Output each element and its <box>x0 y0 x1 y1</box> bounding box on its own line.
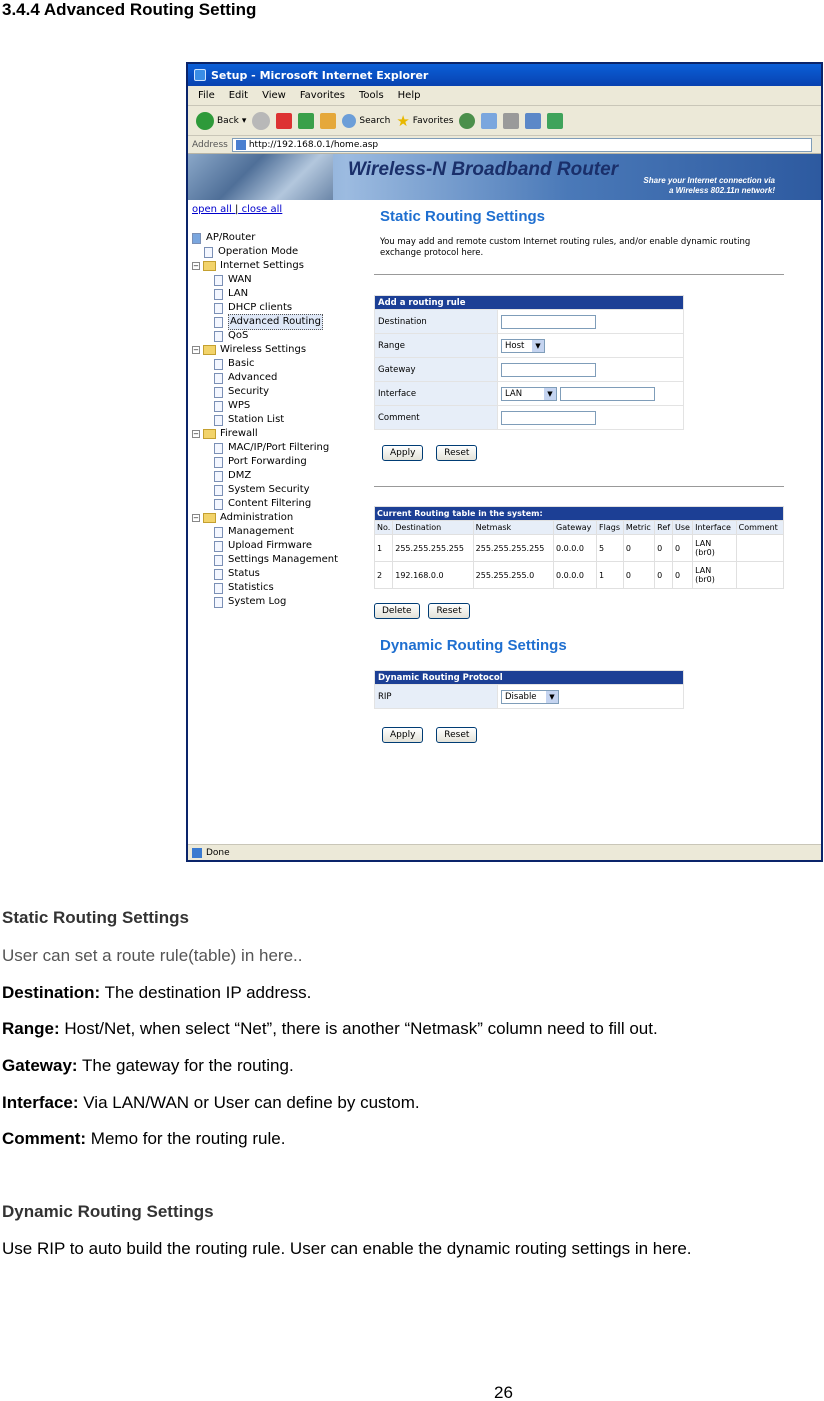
collapse-icon: − <box>193 346 199 354</box>
cell-flags: 1 <box>597 562 624 589</box>
col-comment: Comment <box>736 521 783 535</box>
doc-gateway-label: Gateway: <box>2 1056 78 1075</box>
col-flags: Flags <box>597 521 624 535</box>
dynamic-apply-button[interactable]: Apply <box>382 727 423 743</box>
tree-label: Basic <box>228 358 255 369</box>
window-title: Setup - Microsoft Internet Explorer <box>211 68 429 82</box>
address-label: Address <box>192 139 228 150</box>
ie-icon <box>194 69 206 81</box>
doc-comment-line <box>2 1129 285 1149</box>
cell-ref: 0 <box>655 562 673 589</box>
document-icon <box>214 541 223 552</box>
collapse-icon: − <box>193 430 199 438</box>
menu-help[interactable]: Help <box>397 90 421 101</box>
document-icon <box>214 415 223 426</box>
tree-label: DHCP clients <box>228 302 293 313</box>
forward-icon[interactable] <box>252 112 270 130</box>
address-url: http://192.168.0.1/home.asp <box>248 139 379 150</box>
range-cell <box>498 334 684 358</box>
close-all-link[interactable]: close all <box>241 204 283 215</box>
stop-icon[interactable] <box>276 113 292 129</box>
cell-use: 0 <box>672 562 692 589</box>
doc-interface-label: Interface: <box>2 1093 79 1112</box>
tree-root-label: AP/Router <box>206 232 256 243</box>
collapse-icon: − <box>193 262 199 270</box>
interface-line-1: LAN <box>695 566 712 575</box>
document-icon <box>214 457 223 468</box>
edit-icon[interactable] <box>525 113 541 129</box>
menu-bar <box>188 86 821 106</box>
reset-table-button[interactable]: Reset <box>428 603 469 619</box>
menu-view[interactable]: View <box>262 90 286 101</box>
menu-favorites[interactable]: Favorites <box>299 90 346 101</box>
interface-value: LAN <box>505 388 523 399</box>
tree-item-mac-ip-port-filtering[interactable] <box>192 441 362 455</box>
doc-dynamic-title: Dynamic Routing Settings <box>2 1202 214 1221</box>
menu-tools[interactable]: Tools <box>359 90 384 101</box>
tree-item-operation-mode[interactable] <box>192 245 362 259</box>
interface-line-2: (br0) <box>695 548 715 557</box>
tree-label: DMZ <box>228 470 252 481</box>
col-gateway: Gateway <box>554 521 597 535</box>
document-icon <box>214 527 223 538</box>
col-ref: Ref <box>655 521 673 535</box>
destination-input[interactable] <box>501 315 596 329</box>
folder-icon <box>203 261 216 271</box>
browser-toolbar <box>188 106 821 136</box>
doc-dynamic-description: Use RIP to auto build the routing rule. User can enable the dynamic routing settings in here. <box>2 1239 692 1258</box>
col-destination: Destination <box>393 521 473 535</box>
tree-item-qos[interactable] <box>192 329 362 343</box>
document-icon <box>214 401 223 412</box>
document-icon <box>214 289 223 300</box>
doc-static-description: User can set a route rule(table) in here.. <box>2 946 303 965</box>
add-rule-table <box>374 295 684 430</box>
doc-range-text: Host/Net, when select “Net”, there is another “Netmask” column need to fill out. <box>59 1019 658 1038</box>
status-bar <box>188 844 821 860</box>
cell-gateway: 0.0.0.0 <box>554 535 597 562</box>
reset-button[interactable]: Reset <box>436 445 477 461</box>
dynamic-routing-title: Dynamic Routing Settings <box>380 637 567 654</box>
range-select[interactable] <box>501 339 545 353</box>
tree-folder-administration[interactable] <box>192 511 362 525</box>
tree-label: Administration <box>220 512 294 523</box>
tree-label: Firewall <box>220 428 258 439</box>
page-number: 26 <box>494 1383 513 1401</box>
tree-item-security[interactable] <box>192 385 362 399</box>
tagline-line-1: Share your Internet connection via <box>643 176 775 185</box>
add-rule-header: Add a routing rule <box>375 296 684 310</box>
search-label: Search <box>359 115 391 126</box>
interface-select[interactable] <box>501 387 557 401</box>
cell-interface <box>693 562 737 589</box>
chevron-down-icon: ▼ <box>532 340 544 352</box>
tree-label: Security <box>228 386 270 397</box>
address-bar <box>188 136 821 154</box>
delete-button[interactable]: Delete <box>374 603 420 619</box>
gateway-label: Gateway <box>375 358 498 382</box>
router-icon <box>192 233 201 244</box>
static-routing-title: Static Routing Settings <box>380 208 545 225</box>
cell-metric: 0 <box>623 562 654 589</box>
back-button[interactable]: Back ▾ <box>196 112 246 130</box>
tree-item-system-security[interactable] <box>192 483 362 497</box>
cell-ref: 0 <box>655 535 673 562</box>
history-icon[interactable] <box>459 113 475 129</box>
tree-item-wps[interactable] <box>192 399 362 413</box>
tree-label: System Log <box>228 596 287 607</box>
col-no: No. <box>375 521 393 535</box>
mail-icon[interactable] <box>481 113 497 129</box>
doc-destination-label: Destination: <box>2 983 101 1002</box>
doc-range-line <box>2 1019 658 1039</box>
tree-item-system-log[interactable] <box>192 595 362 609</box>
document-icon <box>214 443 223 454</box>
interface-line-2: (br0) <box>695 575 715 584</box>
comment-label: Comment <box>375 406 498 430</box>
tree-label: Content Filtering <box>228 498 312 509</box>
tree-label: Settings Management <box>228 554 339 565</box>
divider <box>374 486 784 487</box>
collapse-icon: − <box>193 514 199 522</box>
document-icon <box>214 303 223 314</box>
interface-line-1: LAN <box>695 539 712 548</box>
document-icon <box>204 247 213 258</box>
table-row[interactable] <box>375 562 784 589</box>
tree-label: Status <box>228 568 260 579</box>
document-icon <box>214 485 223 496</box>
tagline-line-2: a Wireless 802.11n network! <box>668 186 775 195</box>
doc-gateway-text: The gateway for the routing. <box>77 1056 294 1075</box>
static-routing-description: You may add and remote custom Internet routing rules, and/or enable dynamic routing exchange protocol here. <box>380 237 751 258</box>
browser-screenshot <box>186 62 823 862</box>
tree-label-selected: Advanced Routing <box>228 314 323 330</box>
rip-value: Disable <box>505 691 537 702</box>
document-icon <box>214 275 223 286</box>
messenger-icon[interactable] <box>547 113 563 129</box>
tree-label: Port Forwarding <box>228 456 307 467</box>
page-icon <box>236 140 246 150</box>
search-icon <box>342 114 356 128</box>
doc-destination-line <box>2 983 311 1003</box>
doc-interface-line <box>2 1093 420 1113</box>
folder-icon <box>203 513 216 523</box>
favorites-button[interactable] <box>396 112 453 130</box>
tree-item-port-forwarding[interactable] <box>192 455 362 469</box>
nav-tree <box>192 204 362 609</box>
dynamic-reset-button[interactable]: Reset <box>436 727 477 743</box>
chevron-down-icon: ▼ <box>546 691 558 703</box>
doc-comment-text: Memo for the routing rule. <box>86 1129 286 1148</box>
section-heading: 3.4.4 Advanced Routing Setting <box>2 0 257 19</box>
document-icon <box>214 373 223 384</box>
gateway-input[interactable] <box>501 363 596 377</box>
destination-label: Destination <box>375 310 498 334</box>
routing-table-header: Current Routing table in the system: <box>375 507 784 521</box>
tree-item-management[interactable] <box>192 525 362 539</box>
gateway-cell <box>498 358 684 382</box>
window-titlebar <box>188 64 821 86</box>
router-banner <box>188 154 821 200</box>
range-label: Range <box>375 334 498 358</box>
back-label: Back <box>217 115 239 126</box>
doc-destination-text: The destination IP address. <box>100 983 312 1002</box>
tree-item-status[interactable] <box>192 567 362 581</box>
doc-interface-text: Via LAN/WAN or User can define by custom. <box>78 1093 420 1112</box>
document-icon <box>214 317 223 328</box>
routing-table-buttons <box>374 603 784 619</box>
chevron-down-icon: ▼ <box>544 388 556 400</box>
cell-use: 0 <box>672 535 692 562</box>
tree-item-station-list[interactable] <box>192 413 362 427</box>
refresh-icon[interactable] <box>298 113 314 129</box>
cell-interface <box>693 535 737 562</box>
main-panel <box>374 202 784 743</box>
tree-label: Station List <box>228 414 285 425</box>
tree-label: WPS <box>228 400 251 411</box>
address-input[interactable] <box>232 138 812 152</box>
tree-item-dhcp-clients[interactable] <box>192 301 362 315</box>
tree-item-wan[interactable] <box>192 273 362 287</box>
cell-netmask: 255.255.255.0 <box>473 562 553 589</box>
page-content <box>188 202 821 842</box>
tree-label: QoS <box>228 330 249 341</box>
col-interface: Interface <box>693 521 737 535</box>
tree-label: Internet Settings <box>220 260 304 271</box>
cell-metric: 0 <box>623 535 654 562</box>
tree-folder-firewall[interactable] <box>192 427 362 441</box>
tree-item-basic[interactable] <box>192 357 362 371</box>
tree-label: WAN <box>228 274 252 285</box>
status-text: Done <box>206 847 230 858</box>
star-icon: ★ <box>396 111 410 130</box>
favorites-label: Favorites <box>412 115 454 126</box>
print-icon[interactable] <box>503 113 519 129</box>
tree-folder-internet[interactable] <box>192 259 362 273</box>
cell-comment <box>736 562 783 589</box>
doc-gateway-line <box>2 1056 294 1076</box>
document-icon <box>214 499 223 510</box>
document-icon <box>214 387 223 398</box>
tree-label: LAN <box>228 288 249 299</box>
cell-gateway: 0.0.0.0 <box>554 562 597 589</box>
banner-title: Wireless-N Broadband Router <box>348 159 619 180</box>
tree-label: MAC/IP/Port Filtering <box>228 442 330 453</box>
document-icon <box>214 583 223 594</box>
document-icon <box>214 359 223 370</box>
col-use: Use <box>672 521 692 535</box>
add-rule-buttons <box>382 445 784 461</box>
tree-item-content-filtering[interactable] <box>192 497 362 511</box>
cell-destination: 192.168.0.0 <box>393 562 473 589</box>
banner-tagline <box>643 176 775 196</box>
tree-label: Operation Mode <box>218 246 299 257</box>
document-icon <box>214 555 223 566</box>
tree-item-upload-firmware[interactable] <box>192 539 362 553</box>
range-value: Host <box>505 340 525 351</box>
col-metric: Metric <box>623 521 654 535</box>
routing-table-columns <box>375 521 784 535</box>
tree-label: Statistics <box>228 582 274 593</box>
page-done-icon <box>192 848 202 858</box>
folder-icon <box>203 429 216 439</box>
dynamic-routing-header: Dynamic Routing Protocol <box>375 671 684 685</box>
interface-cell <box>498 382 684 406</box>
rip-label: RIP <box>375 685 498 709</box>
cell-no: 2 <box>375 562 393 589</box>
tree-item-lan[interactable] <box>192 287 362 301</box>
home-icon[interactable] <box>320 113 336 129</box>
document-icon <box>214 331 223 342</box>
search-button[interactable] <box>342 114 390 128</box>
document-icon <box>214 569 223 580</box>
cell-flags: 5 <box>597 535 624 562</box>
routing-table <box>374 506 784 589</box>
apply-button[interactable]: Apply <box>382 445 423 461</box>
doc-comment-label: Comment: <box>2 1129 87 1148</box>
menu-edit[interactable]: Edit <box>228 90 249 101</box>
col-netmask: Netmask <box>473 521 553 535</box>
divider <box>374 274 784 275</box>
back-arrow-icon <box>196 112 214 130</box>
tree-label: Wireless Settings <box>220 344 307 355</box>
tree-folder-wireless[interactable] <box>192 343 362 357</box>
folder-icon <box>203 345 216 355</box>
cell-netmask: 255.255.255.255 <box>473 535 553 562</box>
doc-static-title: Static Routing Settings <box>2 908 189 927</box>
banner-photo <box>188 154 333 200</box>
tree-links <box>192 204 362 215</box>
cell-no: 1 <box>375 535 393 562</box>
interface-custom-input[interactable] <box>560 387 655 401</box>
tree-item-settings-management[interactable] <box>192 553 362 567</box>
interface-label: Interface <box>375 382 498 406</box>
dynamic-routing-buttons <box>382 727 784 743</box>
rip-select[interactable] <box>501 690 559 704</box>
open-all-link[interactable]: open all <box>192 204 232 215</box>
tree-label: Advanced <box>228 372 278 383</box>
dynamic-routing-table <box>374 670 684 709</box>
tree-root[interactable] <box>192 231 362 245</box>
cell-destination: 255.255.255.255 <box>393 535 473 562</box>
tree-label: Upload Firmware <box>228 540 313 551</box>
links-separator: | <box>235 204 239 215</box>
tree-label: Management <box>228 526 294 537</box>
doc-range-label: Range: <box>2 1019 60 1038</box>
tree-item-dmz[interactable] <box>192 469 362 483</box>
comment-input[interactable] <box>501 411 596 425</box>
tree-item-statistics[interactable] <box>192 581 362 595</box>
comment-cell <box>498 406 684 430</box>
menu-file[interactable]: File <box>198 90 215 101</box>
rip-cell <box>498 685 684 709</box>
tree-item-advanced-routing[interactable] <box>192 315 362 329</box>
tree-label: System Security <box>228 484 310 495</box>
tree-item-advanced[interactable] <box>192 371 362 385</box>
table-row[interactable] <box>375 535 784 562</box>
document-icon <box>214 471 223 482</box>
document-icon <box>214 597 223 608</box>
cell-comment <box>736 535 783 562</box>
destination-cell <box>498 310 684 334</box>
